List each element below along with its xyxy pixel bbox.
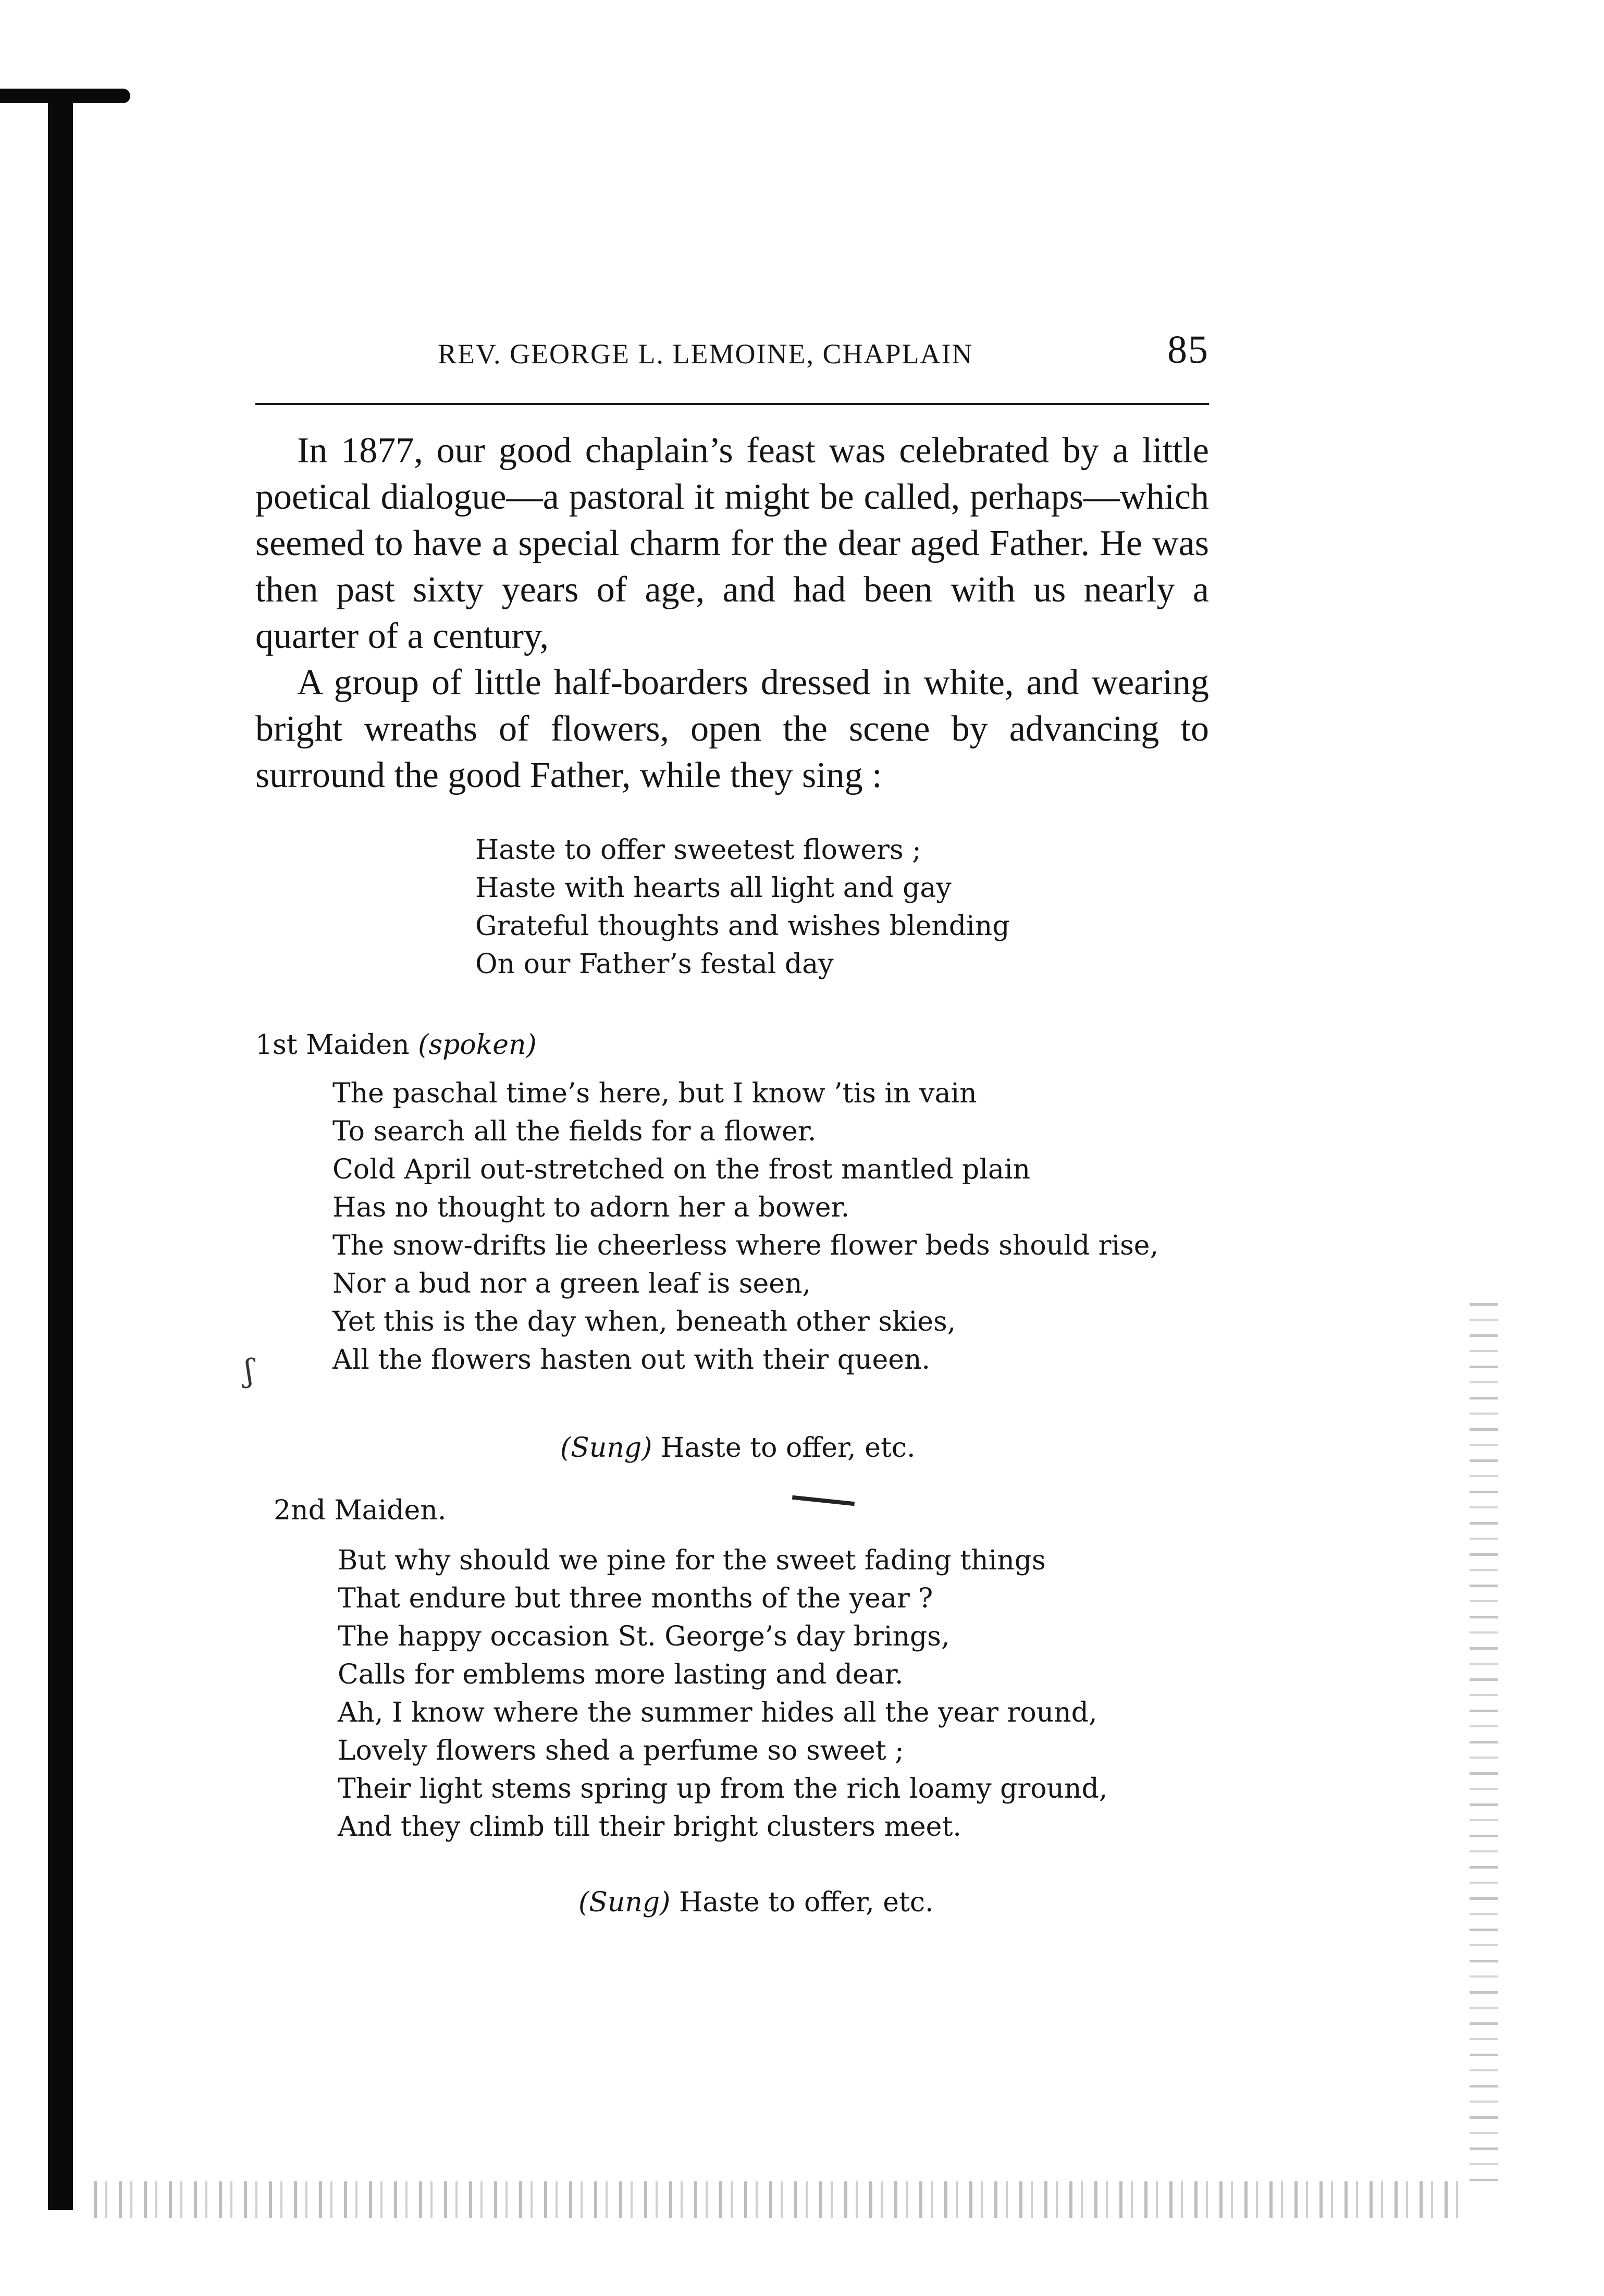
right-edge-speckle: [1470, 1303, 1498, 2189]
speaker-first-maiden: [255, 1029, 537, 1061]
verse-line: And they climb till their bright clusters meet.: [338, 1811, 961, 1843]
prose-block: [255, 427, 1209, 799]
marginal-mark-icon: ʃ: [245, 1353, 254, 1389]
paragraph-2: A group of little half-boarders dressed in white, and wearing bright wreaths of flowers, open the scene by advancing to surround the good Father, while they sing :: [255, 662, 1209, 795]
verse-line: Calls for emblems more lasting and dear.: [338, 1659, 904, 1690]
verse-line: All the flowers hasten out with their queen.: [332, 1344, 931, 1376]
binding-spine-cap: [0, 89, 130, 103]
verse-line: Has no thought to adorn her a bower.: [332, 1192, 850, 1223]
verse-line: Ah, I know where the summer hides all the year round,: [338, 1697, 1097, 1728]
verse-line: The happy occasion St. George’s day brings,: [338, 1621, 950, 1652]
verse-line: Haste with hearts all light and gay: [475, 873, 952, 904]
verse-line: Yet this is the day when, beneath other skies,: [332, 1306, 956, 1337]
speaker-label: 1st Maiden: [255, 1029, 410, 1061]
speaker-note: (spoken): [418, 1029, 537, 1061]
verse-line: That endure but three months of the year ?: [338, 1583, 933, 1614]
sung-text: Haste to offer, etc.: [679, 1887, 934, 1918]
sung-text: Haste to offer, etc.: [661, 1432, 916, 1464]
verse-line: To search all the fields for a flower.: [332, 1116, 817, 1147]
header-rule: [255, 403, 1209, 405]
page-number: 85: [1167, 328, 1209, 372]
speaker-label: 2nd Maiden.: [274, 1495, 447, 1526]
speaker-second-maiden: [274, 1495, 446, 1526]
verse-line: But why should we pine for the sweet fading things: [338, 1545, 1046, 1576]
bottom-edge-speckle: [94, 2181, 1459, 2218]
running-head-title: REV. GEORGE L. LEMOINE, CHAPLAIN: [438, 338, 973, 370]
stray-ink-stroke: [792, 1495, 855, 1506]
verse-line: The snow-drifts lie cheerless where flower beds should rise,: [332, 1230, 1159, 1261]
refrain-verse: [475, 831, 1010, 984]
verse-line: The paschal time’s here, but I know ’tis in vain: [332, 1078, 977, 1109]
verse-line: Their light stems spring up from the rich loamy ground,: [338, 1773, 1108, 1804]
verse-line: Cold April out-stretched on the frost mantled plain: [332, 1154, 1031, 1185]
running-head: [438, 328, 1209, 375]
sung-cue-2: [578, 1887, 934, 1918]
verse-line: Haste to offer sweetest flowers ;: [475, 834, 921, 866]
verse-line: Grateful thoughts and wishes blending: [475, 911, 1010, 942]
binding-spine-shadow: [48, 94, 73, 2210]
sung-tag: (Sung): [578, 1887, 671, 1918]
second-maiden-verse: [338, 1542, 1107, 1846]
sung-cue-1: [560, 1432, 916, 1464]
verse-line: Nor a bud nor a green leaf is seen,: [332, 1268, 811, 1299]
verse-line: Lovely flowers shed a perfume so sweet ;: [338, 1735, 904, 1766]
paragraph-1: In 1877, our good chaplain’s feast was celebrated by a little poetical dialogue—a pastoral it might be called, perhaps—which seemed to have a special charm for the dear aged Father. He was then past sixty years of age, and had been with us nearly a quarter of a century,: [255, 431, 1209, 656]
verse-line: On our Father’s festal day: [475, 949, 834, 980]
sung-tag: (Sung): [560, 1432, 652, 1464]
first-maiden-verse: [332, 1075, 1158, 1379]
